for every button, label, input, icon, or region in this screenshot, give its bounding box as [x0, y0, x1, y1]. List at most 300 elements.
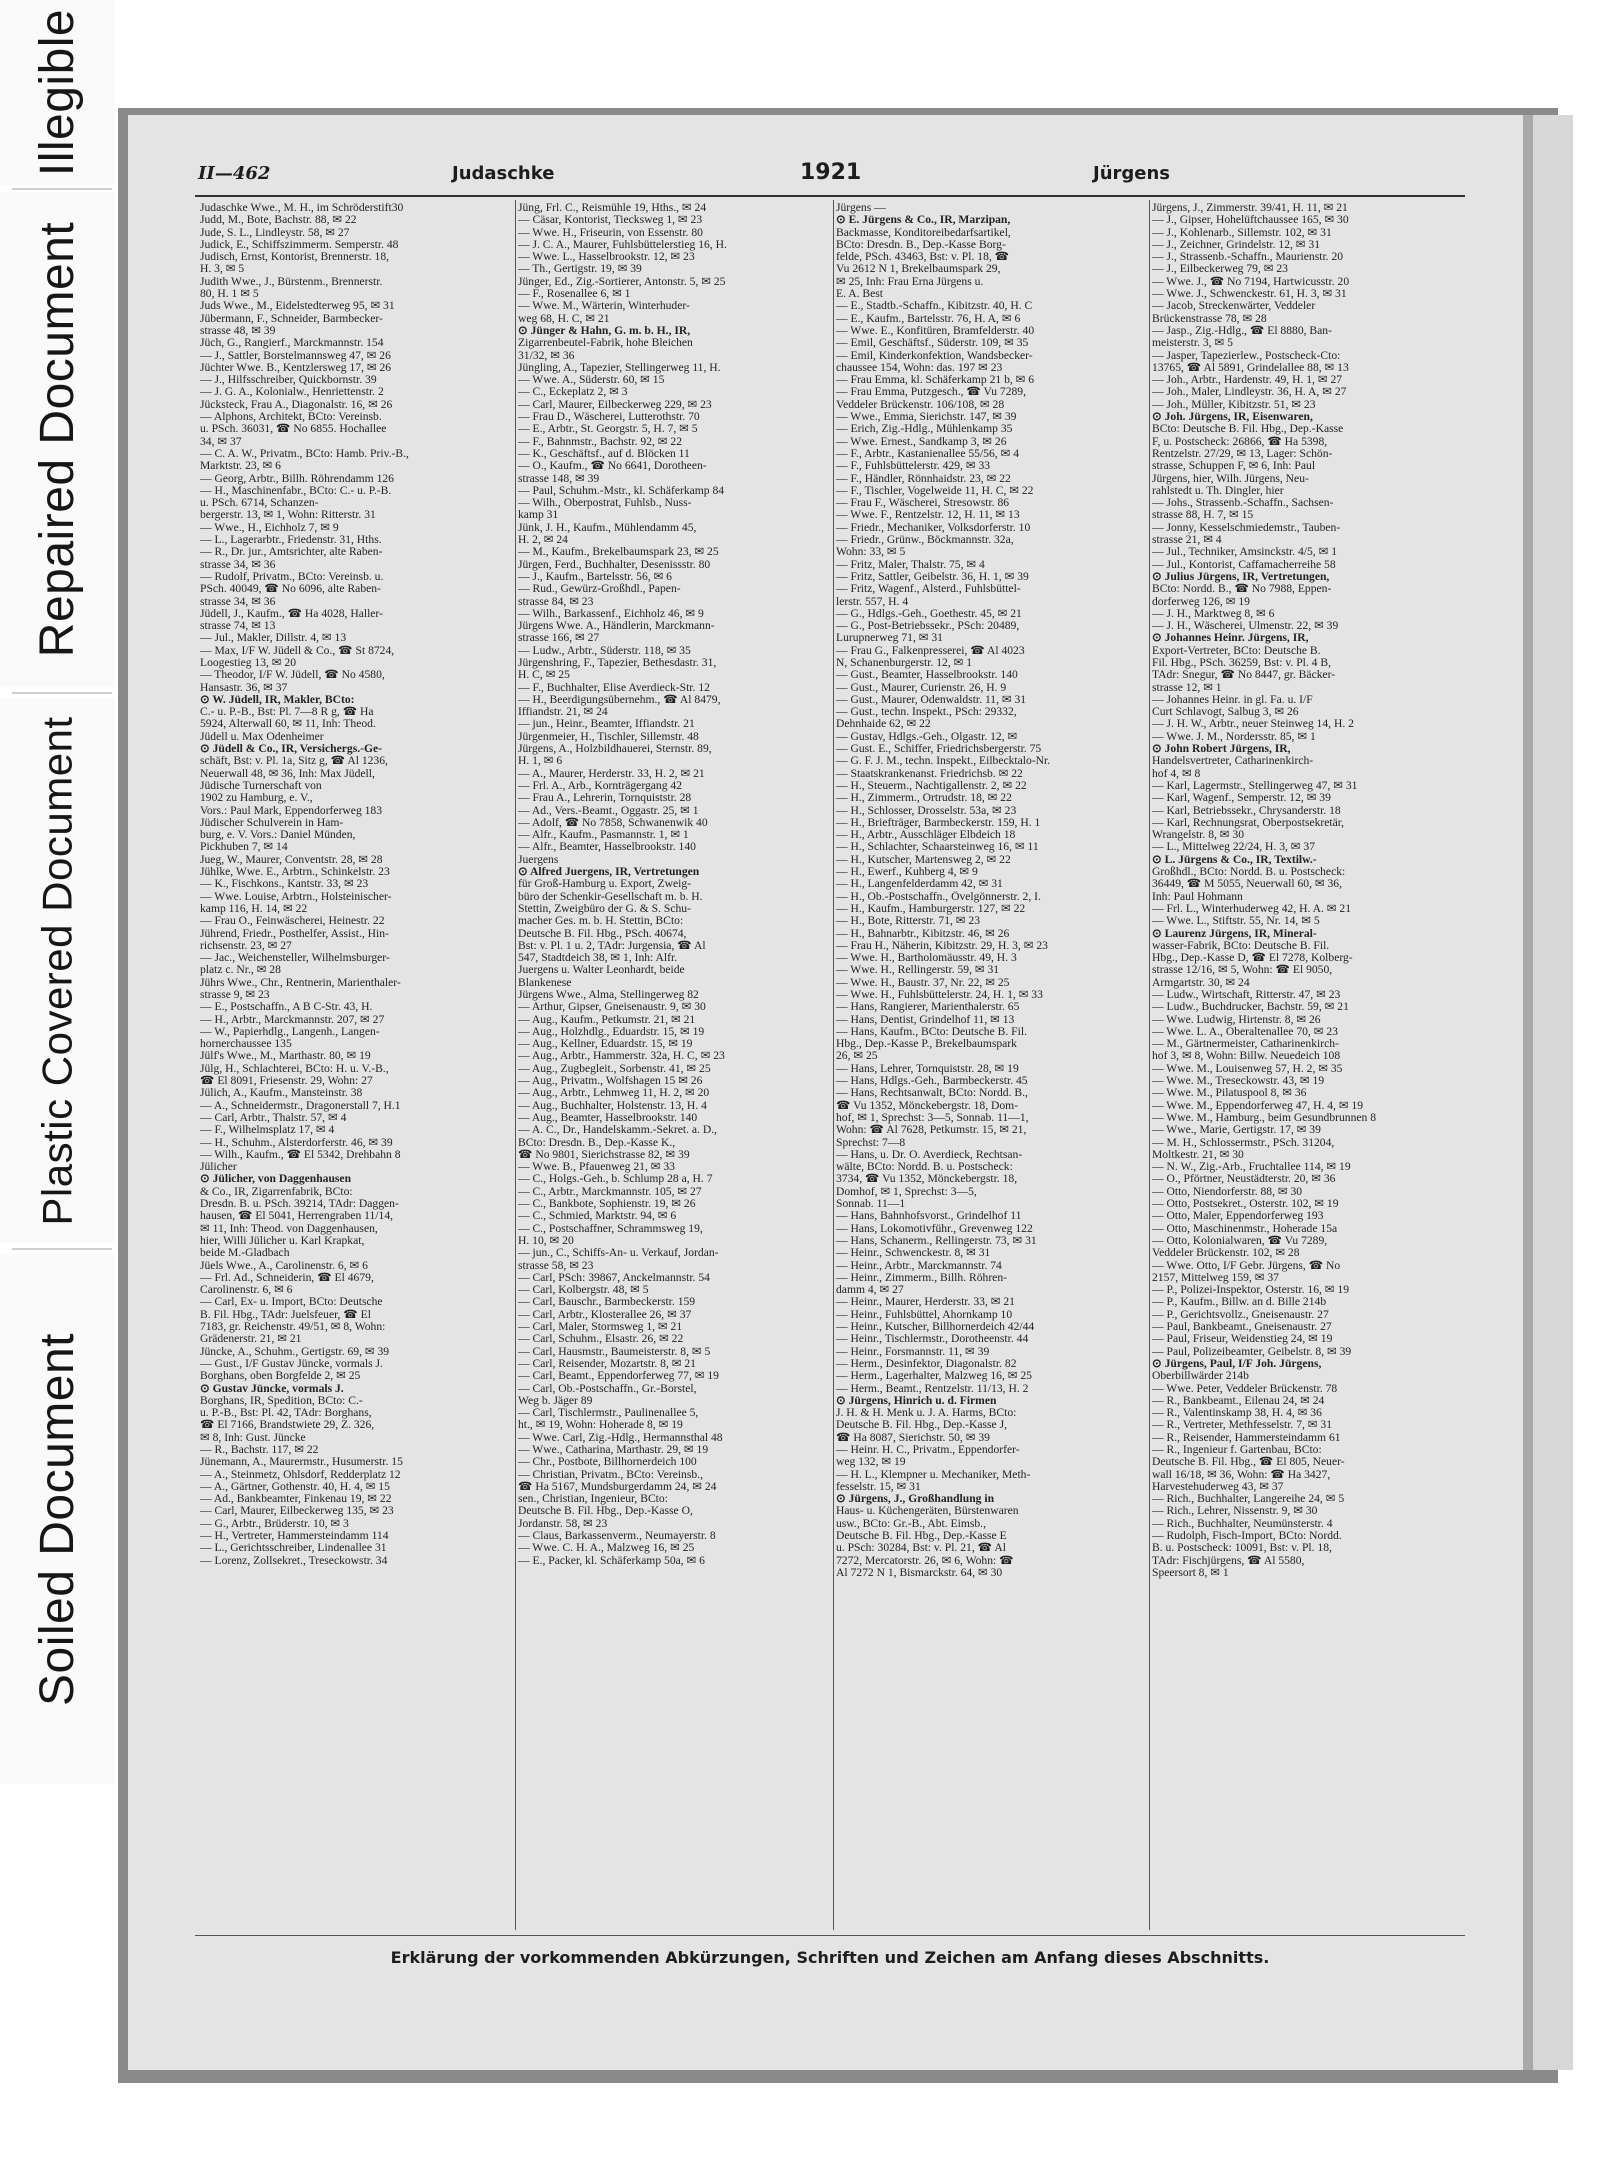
directory-entry: — Wwe. H., Baustr. 37, Nr. 22, ✉ 25	[836, 976, 1010, 989]
directory-entry: Deutsche B. Fil. Hbg., Dep.-Kasse J,	[836, 1419, 1007, 1432]
directory-entry: Haus- u. Küchengeräten, Bürstenwaren	[836, 1505, 1019, 1518]
directory-entry: damm 4, ✉ 27	[836, 1284, 904, 1297]
directory-entry: strasse 12/16, ✉ 5, Wohn: ☎ El 9050,	[1152, 964, 1333, 977]
directory-entry: ⊙ W. Jüdell, IR, Makler, BCto:	[200, 693, 355, 706]
directory-entry: — Wwe. M., Hamburg., beim Gesundbrunnen 8	[1152, 1111, 1377, 1124]
directory-entry: Großhdl., BCto: Nordd. B. u. Postscheck:	[1152, 866, 1346, 879]
directory-entry: — Rich., Buchhalter, Langereihe 24, ✉ 5	[1152, 1493, 1345, 1506]
directory-entry: — C., Schmied, Marktstr. 94, ✉ 6	[518, 1210, 677, 1223]
directory-entry: Jüncke, A., Schuhm., Gertigstr. 69, ✉ 39	[200, 1345, 390, 1358]
directory-entry: — Jonny, Kesselschmiedemstr., Tauben-	[1152, 521, 1341, 534]
directory-entry: Jüels Wwe., A., Carolinenstr. 6, ✉ 6	[200, 1259, 368, 1272]
directory-entry: — Hans, Dentist, Grindelhof 11, ✉ 13	[836, 1013, 1015, 1026]
directory-entry: — J., Eilbeckerweg 79, ✉ 23	[1152, 263, 1288, 276]
header-rule	[195, 195, 1465, 197]
directory-entry: — Ad., Bankbeamter, Finkenau 19, ✉ 22	[200, 1493, 392, 1506]
directory-entry: — Max, I/F W. Jüdell & Co., ☎ St 8724,	[200, 644, 395, 657]
directory-entry: — Carl, Bauschr., Barmbeckerstr. 159	[518, 1296, 696, 1309]
directory-entry: u. PSch. 6714, Schanzen-	[200, 497, 319, 510]
directory-entry: — P., Gerichtsvollz., Gneisenaustr. 27	[1152, 1308, 1329, 1321]
directory-entry: ⊙ E. Jürgens & Co., IR, Marzipan,	[836, 214, 1011, 227]
directory-entry: — Gust., I/F Gustav Jüncke, vormals J.	[200, 1357, 383, 1370]
directory-entry: ⊙ John Robert Jürgens, IR,	[1152, 743, 1291, 756]
directory-entry: Juergens	[518, 853, 559, 866]
directory-entry: — Carl, Schuhm., Elsastr. 26, ✉ 22	[518, 1333, 684, 1346]
directory-entry: ⊙ Jüdell & Co., IR, Versichergs.-Ge-	[200, 743, 382, 756]
directory-entry: — Ludw., Buchdrucker, Bachstr. 59, ✉ 21	[1152, 1001, 1349, 1014]
directory-entry: 34, ✉ 37	[200, 435, 242, 448]
directory-entry: — Wwe. M., Louisenweg 57, H. 2, ✉ 35	[1152, 1062, 1343, 1075]
directory-entry: Jühlke, Wwe. E., Arbtrn., Schinkelstr. 23	[200, 866, 390, 879]
directory-entry: Handelsvertreter, Catharinenkirch-	[1152, 755, 1314, 768]
directory-entry: felde, PSch. 43463, Bst: v. Pl. 18, ☎	[836, 251, 1010, 264]
directory-entry: Jürgens Wwe., Alma, Stellingerweg 82	[518, 989, 699, 1001]
directory-entry: — Herm., Beamt., Rentzelstr. 11/13, H. 2	[836, 1382, 1029, 1395]
directory-entry: 547, Stadtdeich 38, ✉ 1, Inh: Alfr.	[518, 952, 678, 965]
directory-entry: u. PSch. 36031, ☎ No 6855. Hochallee	[200, 423, 387, 436]
directory-entry: — Georg, Arbtr., Billh. Röhrendamm 126	[200, 472, 394, 485]
directory-entry: — Aug., Kellner, Eduardstr. 15, ✉ 19	[518, 1038, 693, 1051]
directory-entry: — Wwe. E., Konfitüren, Bramfelderstr. 40	[836, 324, 1035, 337]
directory-entry: BCto: Dresdn. B., Dep.-Kasse Borg-	[836, 238, 1006, 251]
directory-entry: — R., Valentinskamp 38, H. 4, ✉ 36	[1152, 1407, 1322, 1420]
directory-entry: macher Ges. m. b. H. Stettin, BCto:	[518, 915, 684, 928]
directory-entry: — J., Strassenb.-Schaffn., Maurienstr. 20	[1152, 251, 1344, 264]
directory-entry: B. Fil. Hbg., TAdr: Juelsfeuer, ☎ El	[200, 1308, 371, 1321]
directory-entry: — N. W., Zig.-Arb., Fruchtallee 114, ✉ 19	[1152, 1161, 1351, 1174]
directory-entry: — J., Kohlenarb., Sillemstr. 102, ✉ 31	[1152, 226, 1332, 239]
directory-entry: — F., Arbtr., Kastanienallee 55/56, ✉ 4	[836, 447, 1019, 460]
directory-entry: ✉ 11, Inh: Theod. von Daggenhausen,	[200, 1222, 378, 1235]
directory-entry: — Jul., Techniker, Amsinckstr. 4/5, ✉ 1	[1152, 546, 1338, 559]
directory-entry: fesselstr. 15, ✉ 31	[836, 1480, 921, 1493]
directory-entry: Grädenerstr. 21, ✉ 21	[200, 1333, 302, 1346]
directory-entry: Pickhuben 7, ✉ 14	[200, 841, 288, 854]
directory-entry: — Wilh., Barkassenf., Eichholz 46, ✉ 9	[518, 607, 704, 620]
directory-entry: Jücksteck, Frau A., Diagonalstr. 16, ✉ 26	[200, 398, 393, 411]
directory-entry: rahlstedt u. Th. Dingler, hier	[1152, 484, 1284, 497]
directory-entry: chaussee 154, Wohn: das. 197 ✉ 23	[836, 361, 1003, 374]
directory-entry: beide M.-Gladbach	[200, 1247, 290, 1260]
directory-entry: — F., Wilhelmsplatz 17, ✉ 4	[200, 1124, 335, 1137]
directory-entry: — Wwe. J., ☎ No 7194, Hartwicusstr. 20	[1152, 275, 1350, 288]
directory-entry: — L., Mittelweg 22/24, H. 3, ✉ 37	[1152, 841, 1315, 854]
directory-entry: hausen, ☎ El 5041, Herrengraben 11/14,	[200, 1210, 394, 1223]
directory-entry: — L., Lagerarbtr., Friedenstr. 31, Hths.	[200, 534, 382, 547]
directory-entry: — C., Postschaffner, Schrammsweg 19,	[518, 1222, 703, 1235]
directory-entry: — F., Händler, Rönnhaidstr. 23, ✉ 22	[836, 472, 1011, 485]
directory-entry: — O., Kaufm., ☎ No 6641, Dorotheen-	[518, 460, 707, 473]
directory-entry: 1902 zu Hamburg, e. V.,	[200, 792, 313, 805]
directory-entry: — Wwe. L. A., Oberaltenallee 70, ✉ 23	[1152, 1025, 1338, 1038]
directory-entry: E. A. Best	[836, 288, 884, 301]
directory-entry: H. C, ✉ 25	[518, 669, 570, 682]
directory-entry: 7183, gr. Reichenstr. 49/51, ✉ 8, Wohn:	[200, 1321, 386, 1334]
directory-entry: — Wwe. H., Bartholomäusstr. 49, H. 3	[836, 952, 1017, 965]
directory-entry: Judith Wwe., J., Bürstenm., Brennerstr.	[200, 275, 383, 288]
directory-entry: büro der Schenkir-Gesellschaft m. b. H.	[518, 890, 703, 903]
directory-entry: Jülicher	[200, 1161, 237, 1174]
directory-entry: — Joh., Müller, Kibitzstr. 51, ✉ 23	[1152, 398, 1316, 411]
directory-entry: — Hans, Hdlgs.-Geh., Barmbeckerstr. 45	[836, 1075, 1028, 1088]
directory-entry: dorferweg 126, ✉ 19	[1152, 595, 1250, 608]
directory-entry: — Otto, Maler, Eppendorferweg 193	[1152, 1210, 1324, 1223]
directory-entry: — Otto, Maschinenmstr., Hoherade 15a	[1152, 1222, 1338, 1235]
directory-column-2	[518, 202, 830, 1932]
side-tab-label: Plastic Covered Document	[33, 715, 81, 1226]
directory-entry: ☎ Vu 1352, Mönckebergstr. 18, Dom-	[836, 1099, 1019, 1112]
directory-entry: Weg b. Jäger 89	[518, 1394, 593, 1407]
directory-entry: — H., Vertreter, Hammersteindamm 114	[200, 1530, 389, 1543]
directory-entry: — Aug., Arbtr., Hammerstr. 32a, H. C, ✉ 23	[518, 1050, 725, 1063]
directory-entry: H. 2, ✉ 24	[518, 534, 568, 547]
directory-entry: — Carl, Kolbergstr. 48, ✉ 5	[518, 1284, 649, 1297]
directory-entry: — P., Polizei-Inspektor, Osterstr. 16, ✉ 19	[1152, 1284, 1349, 1297]
directory-entry: — J., Gipser, Hohelüftchaussee 165, ✉ 30	[1152, 214, 1349, 227]
directory-entry: — L., Gerichtsschreiber, Lindenallee 31	[200, 1542, 387, 1555]
directory-entry: C.- u. P.-B., Bst: Pl. 7—8 R g, ☎ Ha	[200, 706, 374, 719]
directory-entry: — Heinr., Fuhlsbüttel, Ahornkamp 10	[836, 1308, 1013, 1321]
directory-entry: — Jul., Makler, Dillstr. 4, ✉ 13	[200, 632, 347, 645]
page-gutter-shade	[1523, 115, 1533, 2070]
directory-entry: — jun., C., Schiffs-An- u. Verkauf, Jordan-	[518, 1247, 719, 1260]
directory-entry: H. 10, ✉ 20	[518, 1234, 574, 1247]
directory-entry: ☎ El 7166, Brandstwiete 29, Z. 326,	[200, 1419, 375, 1432]
directory-entry: Jürgens, J., Zimmerstr. 39/41, H. 11, ✉ 21	[1152, 202, 1348, 214]
directory-entry: Borghans, IR, Spedition, BCto: C.-	[200, 1394, 363, 1407]
directory-column-1	[200, 202, 512, 1932]
directory-entry: — Wwe., Emma, Sierichstr. 147, ✉ 39	[836, 411, 1017, 424]
directory-entry: Sprechst: 7—8	[836, 1136, 906, 1149]
directory-column-4	[1152, 202, 1462, 1932]
directory-entry: strasse 34, ✉ 36	[200, 558, 276, 571]
directory-entry: — Wwe. M., Eppendorferweg 47, H. 4, ✉ 19	[1152, 1099, 1364, 1112]
directory-entry: ⊙ Jürgens, Hinrich u. d. Firmen	[836, 1394, 997, 1407]
directory-entry: — P., Kaufm., Billw. an d. Bille 214b	[1152, 1296, 1327, 1309]
directory-entry: — Frau D., Wäscherei, Lutterothstr. 70	[518, 411, 700, 424]
directory-entry: — Wilh., Kaufm., ☎ El 5342, Drehbahn 8	[200, 1148, 401, 1161]
directory-entry: TAdr: Fischjürgens, ☎ Al 5580,	[1152, 1554, 1305, 1567]
directory-entry: — C., Bankbote, Sophienstr. 19, ✉ 26	[518, 1198, 696, 1211]
directory-entry: strasse 12, ✉ 1	[1152, 681, 1222, 694]
directory-entry: — R., Ingenieur f. Gartenbau, BCto:	[1152, 1443, 1322, 1456]
directory-entry: Jürgens, hier, Wilh. Jürgens, Neu-	[1152, 472, 1309, 485]
directory-entry: Blankenese	[518, 976, 572, 989]
directory-entry: — Wwe. L., Stiftstr. 55, Nr. 14, ✉ 5	[1152, 915, 1320, 928]
directory-entry: Judisch, Ernst, Kontorist, Brennerstr. 18,	[200, 251, 390, 264]
directory-entry: — Alfr., Beamter, Hasselbrookstr. 140	[518, 841, 696, 854]
directory-entry: wasser-Fabrik, BCto: Deutsche B. Fil.	[1152, 939, 1330, 952]
directory-entry: — F., Buchhalter, Elise Averdieck-Str. 12	[518, 681, 710, 694]
directory-entry: — Heinr., Forsmannstr. 11, ✉ 39	[836, 1345, 990, 1358]
directory-entry: — E., Stadtb.-Schaffn., Kibitzstr. 40, H. C	[836, 300, 1033, 313]
directory-entry: Lurupnerweg 71, ✉ 31	[836, 632, 943, 645]
directory-entry: — Chr., Postbote, Billhornerdeich 100	[518, 1456, 697, 1469]
directory-entry: — Aug., Privatm., Wolfshagen 15 ✉ 26	[518, 1075, 703, 1088]
directory-entry: — Aug., Arbtr., Lehmweg 11, H. 2, ✉ 20	[518, 1087, 710, 1100]
directory-entry: — Carl, Arbtr., Thalstr. 57, ✉ 4	[200, 1111, 347, 1124]
directory-entry: kamp 31	[518, 509, 559, 522]
directory-entry: Brückenstrasse 78, ✉ 28	[1152, 312, 1267, 325]
directory-entry: F, u. Postscheck: 26866, ☎ Ha 5398,	[1152, 435, 1328, 448]
directory-entry: — H. L., Klempner u. Mechaniker, Meth-	[836, 1468, 1031, 1481]
directory-entry: Zigarrenbeutel-Fabrik, hohe Bleichen	[518, 337, 693, 350]
directory-entry: — K., Geschäftsf., auf d. Blöcken 11	[518, 447, 690, 460]
directory-entry: 13765, ☎ Al 5891, Grindelallee 88, ✉ 13	[1152, 361, 1349, 374]
directory-entry: ⊙ Jünger & Hahn, G. m. b. H., IR,	[518, 324, 691, 337]
directory-entry: — F., Tischler, Vogelweide 11, H. C, ✉ 22	[836, 484, 1034, 497]
directory-entry: — Frau Emma, Putzgesch., ☎ Vu 7289,	[836, 386, 1026, 399]
directory-entry: ☎ Ha 5167, Mundsburgerdamm 24, ✉ 24	[518, 1480, 717, 1493]
directory-entry: — J. G. A., Kolonialw., Henriettenstr. 2	[200, 386, 384, 399]
directory-entry: Borghans, oben Borgfelde 2, ✉ 25	[200, 1370, 361, 1383]
directory-entry: — Wwe. H., Fuhlsbüttelerstr. 24, H. 1, ✉ 33	[836, 989, 1043, 1001]
directory-entry: — Wwe. H., Friseurin, von Essenstr. 80	[518, 226, 703, 239]
directory-entry: Jührend, Friedr., Posthelfer, Assist., Hin-	[200, 927, 389, 940]
directory-entry: — F., Fuhlsbüttelerstr. 429, ✉ 33	[836, 460, 991, 473]
directory-entry: — Wwe. Carl, Zig.-Hdlg., Hermannsthal 48	[518, 1431, 723, 1444]
directory-entry: ✉ 8, Inh: Gust. Jüncke	[200, 1431, 306, 1444]
directory-entry: — Aug., Zugbegleit., Sorbenstr. 41, ✉ 25	[518, 1062, 711, 1075]
directory-entry: — Carl, Maurer, Eilbeckerweg 229, ✉ 23	[518, 398, 712, 411]
directory-entry: H. 1, ✉ 6	[518, 755, 563, 768]
directory-entry: — A., Steinmetz, Ohlsdorf, Redderplatz 12	[200, 1468, 401, 1481]
running-head-year: 1921	[800, 160, 862, 185]
directory-entry: — J. H. W., Arbtr., neuer Steinweg 14, H. 2	[1152, 718, 1354, 731]
directory-entry: — W., Papierhdlg., Langenh., Langen-	[200, 1025, 380, 1038]
directory-entry: — Rudolph, Fisch-Import, BCto: Nordd.	[1152, 1530, 1342, 1543]
directory-entry: BCto: Dresdn. B., Dep.-Kasse K.,	[518, 1136, 676, 1149]
directory-entry: — Fritz, Sattler, Geibelstr. 36, H. 1, ✉ 39	[836, 570, 1029, 583]
directory-entry: — Joh., Arbtr., Hardenstr. 49, H. 1, ✉ 27	[1152, 374, 1343, 387]
directory-entry: PSch. 40049, ☎ No 6096, alte Raben-	[200, 583, 381, 596]
directory-entry: — Wwe. Louise, Arbtrn., Holsteinischer-	[200, 890, 392, 903]
directory-entry: usw., BCto: Gr.-B., Abt. Eimsb.,	[836, 1517, 986, 1530]
directory-entry: ⊙ Julius Jürgens, IR, Vertretungen,	[1152, 570, 1330, 583]
directory-entry: — Frau O., Feinwäscherei, Heinestr. 22	[200, 915, 385, 928]
directory-entry: — Erich, Zig.-Hdlg., Mühlenkamp 35	[836, 423, 1013, 436]
directory-entry: Carolinenstr. 6, ✉ 6	[200, 1284, 293, 1297]
directory-entry: — J. H., Marktweg 8, ✉ 6	[1152, 607, 1275, 620]
directory-entry: Jührs Wwe., Chr., Rentnerin, Marienthaler-	[200, 976, 401, 989]
directory-entry: — H., Schlachter, Schaarsteinweg 16, ✉ 11	[836, 841, 1039, 854]
directory-entry: — Heinr. H. C., Privatm., Eppendorfer-	[836, 1443, 1020, 1456]
directory-entry: — Carl, Maler, Stormsweg 1, ✉ 21	[518, 1321, 683, 1334]
directory-entry: — Cäsar, Kontorist, Tiecksweg 1, ✉ 23	[518, 214, 703, 227]
directory-entry: Jülg, H., Schlachterei, BCto: H. u. V.-B.,	[200, 1062, 389, 1075]
directory-entry: Neuerwall 48, ✉ 36, Inh: Max Jüdell,	[200, 767, 375, 780]
directory-entry: — Gustav, Hdlgs.-Geh., Olgastr. 12, ✉	[836, 730, 1018, 743]
directory-entry: — Frau G., Falkenpresserei, ☎ Al 4023	[836, 644, 1025, 657]
directory-entry: — K., Fischkons., Kantstr. 33, ✉ 23	[200, 878, 369, 891]
directory-entry: — J., Sattler, Borstelmannsweg 47, ✉ 26	[200, 349, 391, 362]
directory-entry: — Karl, Betriebssekr., Chrysanderstr. 18	[1152, 804, 1341, 817]
directory-entry: Jürgens —	[836, 202, 886, 214]
directory-entry: — Heinr., Arbtr., Marckmannstr. 74	[836, 1259, 1002, 1272]
directory-entry: Judd, M., Bote, Bachstr. 88, ✉ 22	[200, 214, 357, 227]
directory-entry: strasse 84, ✉ 23	[518, 595, 594, 608]
directory-entry: — Alfr., Kaufm., Pasmannstr. 1, ✉ 1	[518, 829, 689, 842]
running-head-left: Judaschke	[452, 163, 555, 184]
directory-entry: Jüng, Frl. C., Reismühle 19, Hths., ✉ 24	[518, 202, 707, 214]
directory-entry: — Carl, Arbtr., Klosterallee 26, ✉ 37	[518, 1308, 692, 1321]
directory-entry: Jüdischer Schulverein in Ham-	[200, 816, 344, 829]
directory-entry: — Staatskrankenanst. Friedrichsb. ✉ 22	[836, 767, 1023, 780]
directory-entry: ⊙ Laurenz Jürgens, IR, Mineral-	[1152, 927, 1317, 940]
directory-entry: — Wwe. M., Pilatuspool 8, ✉ 36	[1152, 1087, 1307, 1100]
directory-entry: — Aug., Buchhalter, Holstenstr. 13, H. 4	[518, 1099, 707, 1112]
directory-entry: B. u. Postscheck: 10091, Bst: v. Pl. 18,	[1152, 1542, 1332, 1555]
directory-entry: — H., Bahnarbtr., Kibitzstr. 46, ✉ 26	[836, 927, 1010, 940]
directory-entry: — Herm., Desinfektor, Diagonalstr. 82	[836, 1357, 1017, 1370]
directory-entry: — Wwe. J., Schwenckestr. 61, H. 3, ✉ 31	[1152, 288, 1347, 301]
directory-entry: — Ludw., Wirtschaft, Ritterstr. 47, ✉ 23	[1152, 989, 1341, 1001]
directory-entry: Loogestieg 13, ✉ 20	[200, 656, 297, 669]
directory-entry: — Hans, Schanerm., Rellingerstr. 73, ✉ 31	[836, 1234, 1037, 1247]
directory-entry: hornerchaussee 135	[200, 1038, 292, 1051]
directory-entry: — C., Holgs.-Geh., b. Schlump 28 a, H. 7	[518, 1173, 713, 1186]
directory-entry: Bst: v. Pl. 1 u. 2, TAdr: Jurgensia, ☎ Al	[518, 939, 706, 952]
directory-entry: strasse, Schuppen F, ✉ 6, Inh: Paul	[1152, 460, 1316, 473]
directory-entry: strasse 74, ✉ 13	[200, 620, 276, 633]
directory-entry: Hansastr. 36, ✉ 37	[200, 681, 288, 694]
side-tab-label: Illegible	[31, 8, 84, 177]
directory-entry: — H., Ob.-Postschaffn., Övelgönnerstr. 2, I.	[836, 890, 1041, 903]
directory-entry: Jüdische Turnerschaft von	[200, 779, 322, 792]
directory-entry: — Carl, Reisender, Mozartstr. 8, ✉ 21	[518, 1357, 696, 1370]
directory-entry: u. P.-B., Bst: Pl. 42, TAdr: Borghans,	[200, 1407, 372, 1420]
directory-entry: 31/32, ✉ 36	[518, 349, 575, 362]
directory-entry: — Wwe. L., Hasselbrookstr. 12, ✉ 23	[518, 251, 695, 264]
directory-entry: — G., Post-Betriebssekr., PSch: 20489,	[836, 620, 1020, 633]
directory-entry: — Wwe. Peter, Veddeler Brückenstr. 78	[1152, 1382, 1338, 1395]
side-tab-plastic-covered	[0, 698, 115, 1243]
directory-entry: — Frau Emma, kl. Schäferkamp 21 b, ✉ 6	[836, 374, 1035, 387]
running-head-right: Jürgens	[1093, 163, 1171, 184]
directory-entry: — M., Gärtnermeister, Catharinenkirch-	[1152, 1038, 1339, 1051]
directory-entry: Sonnab. 11—1	[836, 1198, 906, 1211]
directory-entry: — R., Bachstr. 117, ✉ 22	[200, 1443, 319, 1456]
directory-entry: — Otto, Niendorferstr. 88, ✉ 30	[1152, 1185, 1303, 1198]
directory-entry: — F., Rosenallee 6, ✉ 1	[518, 288, 631, 301]
directory-entry: — Hans, Lokomotivführ., Grevenweg 122	[836, 1222, 1033, 1235]
directory-entry: — Aug., Kaufm., Petkumstr. 21, ✉ 21	[518, 1013, 696, 1026]
directory-entry: strasse 166, ✉ 27	[518, 632, 600, 645]
directory-entry: — Wwe., Marie, Gertigstr. 17, ✉ 39	[1152, 1124, 1321, 1137]
directory-entry: Oberbillwärder 214b	[1152, 1370, 1249, 1383]
directory-entry: ☎ El 8091, Friesenstr. 29, Wohn: 27	[200, 1075, 373, 1088]
directory-entry: — Wwe. A., Süderstr. 60, ✉ 15	[518, 374, 665, 387]
directory-entry: — Frau F., Wäscherei, Stresowstr. 86	[836, 497, 1010, 510]
directory-entry: Veddeler Brückenstr. 102, ✉ 28	[1152, 1247, 1300, 1260]
directory-entry: — J. H., Wäscherei, Ulmenstr. 22, ✉ 39	[1152, 620, 1339, 633]
directory-entry: — Hans, Kaufm., BCto: Deutsche B. Fil.	[836, 1025, 1027, 1038]
directory-entry: — Ludw., Arbtr., Süderstr. 118, ✉ 35	[518, 644, 691, 657]
directory-entry: Deutsche B. Fil. Hbg., Dep.-Kasse O,	[518, 1505, 693, 1518]
directory-entry: Judaschke Wwe., M. H., im Schröderstift30	[200, 202, 404, 214]
directory-entry: — Gust. E., Schiffer, Friedrichsbergerstr. 75	[836, 743, 1042, 756]
directory-entry: strasse 58, ✉ 23	[518, 1259, 594, 1272]
directory-entry: — H., Kaufm., Hamburgerstr. 127, ✉ 22	[836, 902, 1026, 915]
page-number: II—462	[198, 163, 271, 184]
directory-entry: Hbg., Dep.-Kasse D, ☎ El 7278, Kolberg-	[1152, 952, 1353, 965]
directory-entry: Deutsche B. Fil. Hbg., PSch. 40674,	[518, 927, 687, 940]
directory-entry: — Rud., Gewürz-Großhdl., Papen-	[518, 583, 681, 596]
directory-entry: — Wwe. Otto, I/F Gebr. Jürgens, ☎ No	[1152, 1259, 1341, 1272]
directory-entry: Jordanstr. 58, ✉ 23	[518, 1517, 608, 1530]
directory-entry: schäft, Bst: v. Pl. 1a, Sitz g, ☎ Al 1236,	[200, 755, 388, 768]
side-tab-repaired	[0, 192, 115, 687]
directory-entry: — Wwe. M., Wärterin, Winterhuder-	[518, 300, 690, 313]
directory-entry: — Jacob, Streckenwärter, Veddeler	[1152, 300, 1316, 313]
directory-entry: — Otto, Postsekret., Osterstr. 102, ✉ 19	[1152, 1198, 1339, 1211]
directory-entry: strasse 21, ✉ 4	[1152, 534, 1222, 547]
directory-entry: — J., Zeichner, Grindelstr. 12, ✉ 31	[1152, 238, 1320, 251]
directory-entry: — Wwe. Ludwig, Hirtenstr. 8, ✉ 26	[1152, 1013, 1321, 1026]
directory-entry: — Carl, Maurer, Eilbeckerweg 135, ✉ 23	[200, 1505, 394, 1518]
directory-entry: — Karl, Lagermstr., Stellingerweg 47, ✉ 31	[1152, 779, 1358, 792]
side-tab-illegible	[0, 0, 115, 185]
directory-entry: Vu 2612 N 1, Brekelbaumspark 29,	[836, 263, 1001, 276]
directory-entry: N, Schanenburgerstr. 12, ✉ 1	[836, 656, 973, 669]
directory-entry: — H., Arbtr., Ausschläger Elbdeich 18	[836, 829, 1016, 842]
directory-entry: ⊙ Jürgens, Paul, I/F Joh. Jürgens,	[1152, 1357, 1322, 1370]
directory-entry: Speersort 8, ✉ 1	[1152, 1566, 1229, 1579]
directory-entry: — J. C. A., Maurer, Fuhlsbüttelerstieg 16, H.	[518, 238, 727, 251]
directory-entry: Jüdell, J., Kaufm., ☎ Ha 4028, Haller-	[200, 607, 383, 620]
directory-entry: Jürgens, A., Holzbildhauerei, Sternstr. 89,	[518, 743, 712, 756]
directory-entry: kamp 116, H. 14, ✉ 22	[200, 902, 308, 915]
directory-entry: — Friedr., Grünw., Böckmannstr. 32a,	[836, 534, 1014, 547]
directory-entry: Moltkestr. 21, ✉ 30	[1152, 1148, 1244, 1161]
directory-entry: — Hans, Rechtsanwalt, BCto: Nordd. B.,	[836, 1087, 1028, 1100]
directory-entry: wälte, BCto: Nordd. B. u. Postscheck:	[836, 1161, 1013, 1174]
directory-entry: — Rich., Buchhalter, Neumünsterstr. 4	[1152, 1517, 1333, 1530]
directory-entry: Jünger, Ed., Zig.-Sortierer, Antonstr. 5, ✉ 25	[518, 275, 726, 288]
directory-entry: Jürgenmeier, H., Tischler, Sillemstr. 48	[518, 730, 699, 743]
directory-entry: — Ad., Vers.-Beamt., Oggastr. 25, ✉ 1	[518, 804, 699, 817]
directory-entry: Deutsche B. Fil. Hbg., Dep.-Kasse E	[836, 1530, 1007, 1543]
directory-entry: — G., Arbtr., Brüderstr. 10, ✉ 3	[200, 1517, 349, 1530]
directory-entry: J. H. & H. Menk u. J. A. Harms, BCto:	[836, 1407, 1017, 1420]
directory-entry: wall 16/18, ✉ 36, Wohn: ☎ Ha 3427,	[1152, 1468, 1331, 1481]
directory-entry: — Heinr., Schwenckestr. 8, ✉ 31	[836, 1247, 991, 1260]
directory-entry: ⊙ Joh. Jürgens, IR, Eisenwaren,	[1152, 411, 1313, 424]
directory-entry: — Jul., Kontorist, Caffamacherreihe 58	[1152, 558, 1336, 571]
directory-entry: Jüch, G., Rangierf., Marckmannstr. 154	[200, 337, 384, 350]
side-tab-soiled	[0, 1254, 115, 1784]
directory-entry: meisterstr. 3, ✉ 5	[1152, 337, 1233, 350]
directory-entry: — O., Pförtner, Neustädterstr. 20, ✉ 36	[1152, 1173, 1336, 1186]
directory-entry: Jülf's Wwe., M., Marthastr. 80, ✉ 19	[200, 1050, 371, 1063]
directory-entry: hier, Willi Jülicher u. Karl Krapkat,	[200, 1234, 365, 1247]
directory-entry: ⊙ Alfred Juergens, IR, Vertretungen	[518, 866, 700, 879]
directory-entry: — H., Kutscher, Martensweg 2, ✉ 22	[836, 853, 1011, 866]
directory-entry: — Claus, Barkassenverm., Neumayerstr. 8	[518, 1530, 716, 1543]
directory-entry: Jünk, J. H., Kaufm., Mühlendamm 45,	[518, 521, 697, 534]
directory-entry: 3734, ☎ Vu 1352, Mönckebergstr. 18,	[836, 1173, 1018, 1186]
directory-entry: 36449, ☎ M 5055, Neuerwall 60, ✉ 36,	[1152, 878, 1342, 891]
directory-entry: — Wwe., H., Eichholz 7, ✉ 9	[200, 521, 339, 534]
directory-entry: u. PSch: 30284, Bst: v. Pl. 21, ☎ Al	[836, 1542, 1006, 1555]
directory-entry: — Frau A., Lehrerin, Tornquiststr. 28	[518, 792, 692, 805]
directory-entry: — Frl. Ad., Schneiderin, ☎ El 4679,	[200, 1271, 374, 1284]
directory-entry: — Paul, Friseur, Weidenstieg 24, ✉ 19	[1152, 1333, 1333, 1346]
directory-entry: Marktstr. 23, ✉ 6	[200, 460, 281, 473]
directory-entry: — E., Postschaffn., A B C-Str. 43, H.	[200, 1001, 373, 1014]
directory-entry: — M. H., Schlossermstr., PSch. 31204,	[1152, 1136, 1335, 1149]
directory-entry: — H., Schlosser, Drosselstr. 53a, ✉ 23	[836, 804, 1017, 817]
